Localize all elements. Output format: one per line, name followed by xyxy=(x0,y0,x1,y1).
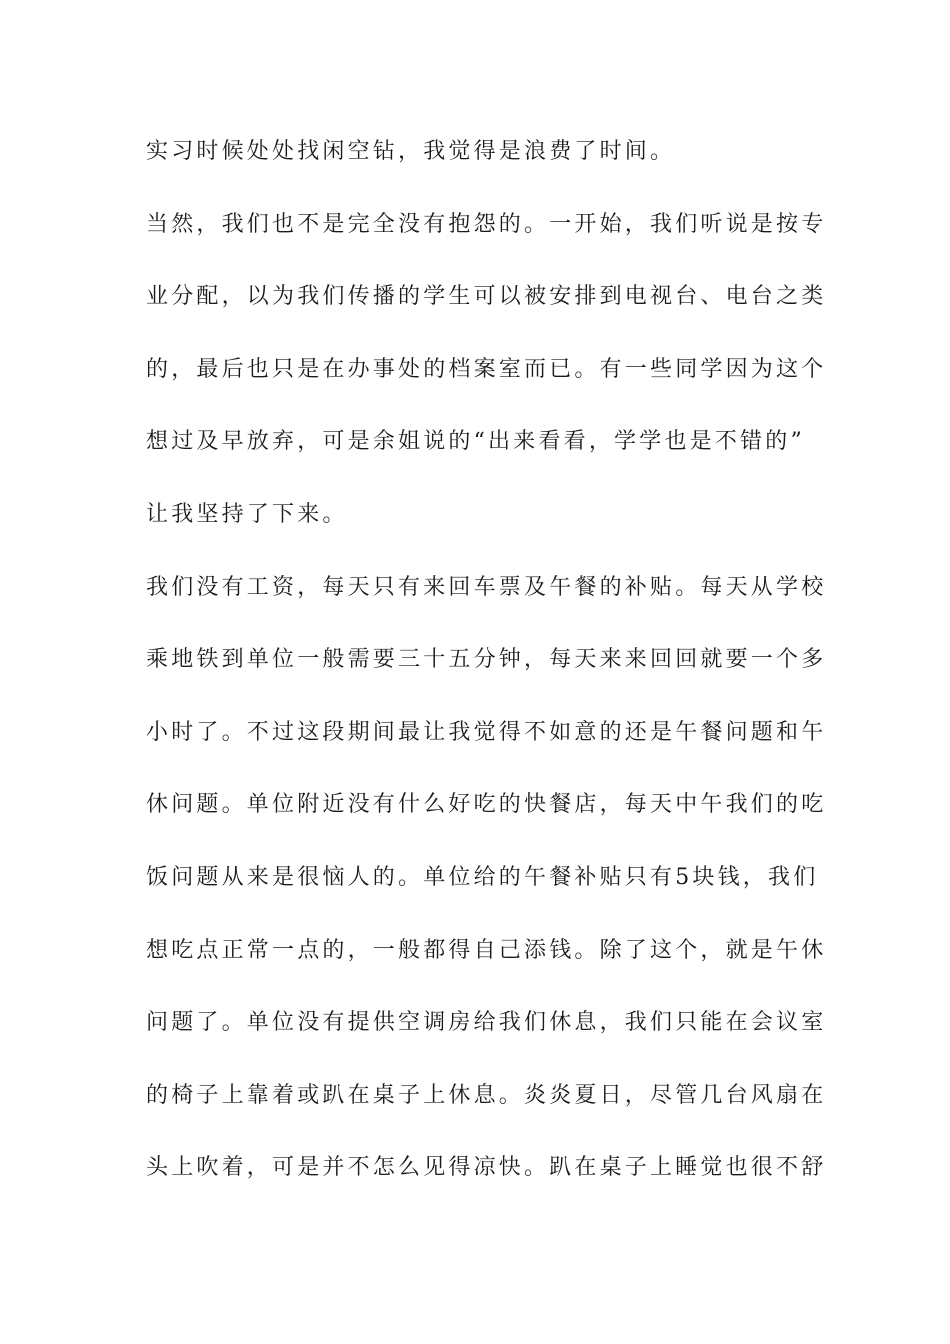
text-line: 休问题。单位附近没有什么好吃的快餐店，每天中午我们的吃 xyxy=(146,792,827,818)
text-line: 的椅子上靠着或趴在桌子上休息。炎炎夏日，尽管几台风扇在 xyxy=(146,1082,827,1108)
text-line: 的，最后也只是在办事处的档案室而已。有一些同学因为这个 xyxy=(146,356,827,382)
text-line: 乘地铁到单位一般需要三十五分钟，每天来来回回就要一个多 xyxy=(146,647,827,673)
text-line: 饭问题从来是很恼人的。单位给的午餐补贴只有5块钱，我们 xyxy=(146,864,819,890)
text-line: 想过及早放弃，可是余姐说的“出来看看，学学也是不错的” xyxy=(146,429,805,455)
text-line: 当然，我们也不是完全没有抱怨的。一开始，我们听说是按专 xyxy=(146,211,827,237)
text-line: 实习时候处处找闲空钻，我觉得是浪费了时间。 xyxy=(146,139,676,164)
text-line: 小时了。不过这段期间最让我觉得不如意的还是午餐问题和午 xyxy=(146,719,827,745)
text-line: 我们没有工资，每天只有来回车票及午餐的补贴。每天从学校 xyxy=(146,574,827,600)
body-text xyxy=(146,130,827,1219)
text-line: 业分配，以为我们传播的学生可以被安排到电视台、电台之类 xyxy=(146,284,827,310)
text-line: 头上吹着，可是并不怎么见得凉快。趴在桌子上睡觉也很不舒 xyxy=(146,1155,827,1181)
text-line: 想吃点正常一点的，一般都得自己添钱。除了这个，就是午休 xyxy=(146,937,827,963)
text-line: 让我坚持了下来。 xyxy=(146,501,348,527)
text-line: 问题了。单位没有提供空调房给我们休息，我们只能在会议室 xyxy=(146,1010,827,1036)
